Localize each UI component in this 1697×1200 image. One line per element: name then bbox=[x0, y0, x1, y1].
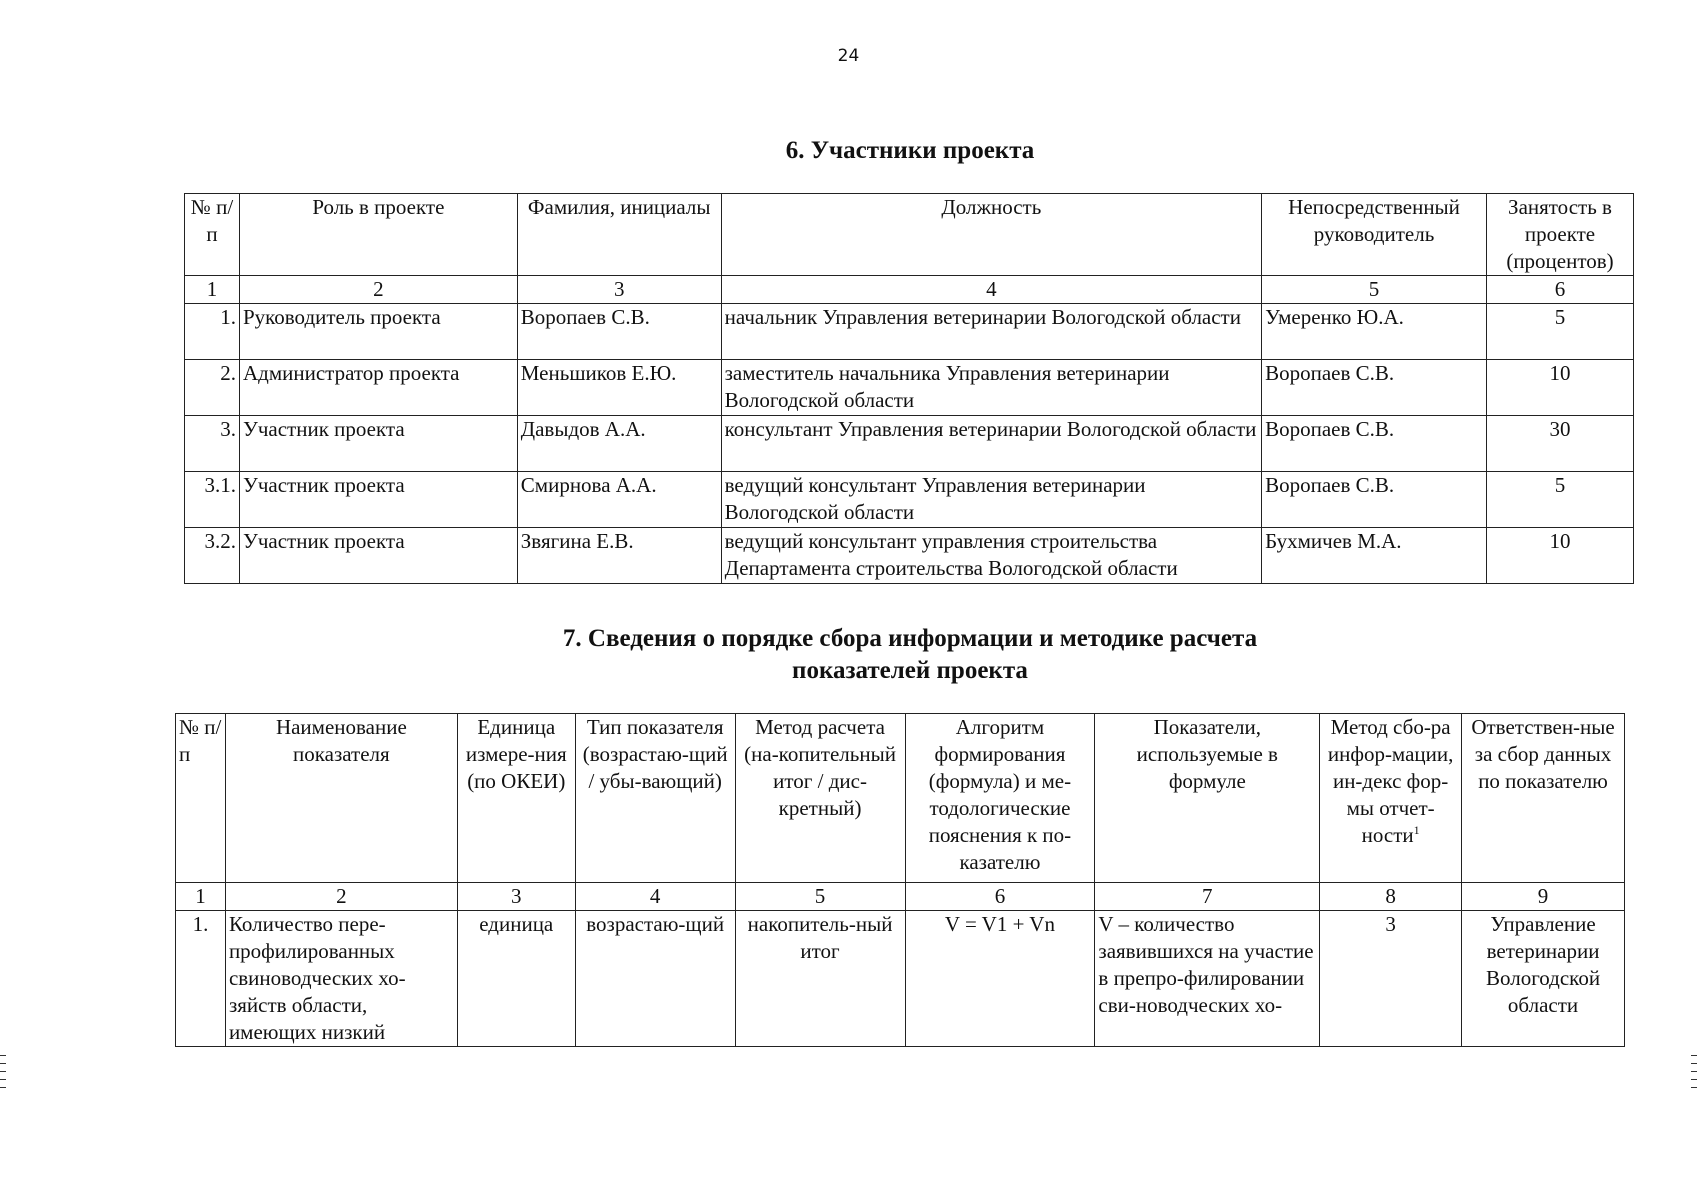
position-cell: ведущий консультант управления строительства Департамента строительства Вологодской области bbox=[721, 528, 1261, 584]
responsible-cell: Управление ветеринарии Вологодской области bbox=[1462, 911, 1625, 1047]
column-number: 3 bbox=[517, 276, 721, 304]
supervisor-cell: Воропаев С.В. bbox=[1262, 416, 1487, 472]
header-cell: Наименование показателя bbox=[225, 714, 457, 883]
workload-cell: 5 bbox=[1487, 304, 1634, 360]
position-cell: заместитель начальника Управления ветеринарии Вологодской области bbox=[721, 360, 1261, 416]
column-number: 1 bbox=[176, 883, 226, 911]
column-number: 4 bbox=[721, 276, 1261, 304]
section-6-title: 6. Участники проекта bbox=[785, 137, 1035, 164]
role-cell: Участник проекта bbox=[239, 528, 517, 584]
table-row bbox=[185, 472, 1634, 528]
formula-cell: V = V1 + Vn bbox=[905, 911, 1095, 1047]
header-cell: № п/ п bbox=[176, 714, 226, 883]
supervisor-cell: Воропаев С.В. bbox=[1262, 472, 1487, 528]
column-number: 8 bbox=[1320, 883, 1462, 911]
workload-cell: 10 bbox=[1487, 528, 1634, 584]
role-cell: Администратор проекта bbox=[239, 360, 517, 416]
indicator-name-cell: Количество пере-профилированных свиноводческих хо-зяйств области, имеющих низкий bbox=[225, 911, 457, 1047]
position-cell: начальник Управления ветеринарии Вологодской области bbox=[721, 304, 1261, 360]
table-row bbox=[185, 528, 1634, 584]
row-number: 2. bbox=[185, 360, 240, 416]
header-cell: Фамилия, инициалы bbox=[517, 194, 721, 276]
supervisor-cell: Бухмичев М.А. bbox=[1262, 528, 1487, 584]
table-row bbox=[185, 416, 1634, 472]
workload-cell: 5 bbox=[1487, 472, 1634, 528]
column-number: 7 bbox=[1095, 883, 1320, 911]
formula-indicators-cell: V – количество заявившихся на участие в препро-филировании сви-новодческих хо- bbox=[1095, 911, 1320, 1047]
workload-cell: 30 bbox=[1487, 416, 1634, 472]
supervisor-cell: Воропаев С.В. bbox=[1262, 360, 1487, 416]
row-number: 3. bbox=[185, 416, 240, 472]
header-cell: Единица измере-ния (по ОКЕИ) bbox=[457, 714, 575, 883]
unit-cell: единица bbox=[457, 911, 575, 1047]
column-number: 1 bbox=[185, 276, 240, 304]
header-cell: Должность bbox=[721, 194, 1261, 276]
header-cell: Непосредственный руководитель bbox=[1262, 194, 1487, 276]
column-number: 4 bbox=[575, 883, 735, 911]
table-row bbox=[185, 360, 1634, 416]
column-number: 9 bbox=[1462, 883, 1625, 911]
collection-method-cell: 3 bbox=[1320, 911, 1462, 1047]
name-cell: Смирнова А.А. bbox=[517, 472, 721, 528]
row-number: 1. bbox=[185, 304, 240, 360]
header-cell: Метод расчета (на-копительный итог / дис-кретный) bbox=[735, 714, 905, 883]
name-cell: Воропаев С.В. bbox=[517, 304, 721, 360]
name-cell: Звягина Е.В. bbox=[517, 528, 721, 584]
section-7-title-line2: показателей проекта bbox=[792, 657, 1028, 684]
position-cell: консультант Управления ветеринарии Вологодской области bbox=[721, 416, 1261, 472]
workload-cell: 10 bbox=[1487, 360, 1634, 416]
section-7-title-line1: 7. Сведения о порядке сбора информации и методике расчета bbox=[562, 625, 1258, 652]
header-cell: Алгоритм формирования (формула) и ме-тодологические пояснения к по-казателю bbox=[905, 714, 1095, 883]
header-cell-text: Метод сбо-ра инфор-мации, ин-декс фор-мы отчет-ности bbox=[1327, 715, 1454, 847]
name-cell: Давыдов А.А. bbox=[517, 416, 721, 472]
header-cell bbox=[1320, 714, 1462, 883]
column-number: 6 bbox=[1487, 276, 1634, 304]
table-row bbox=[185, 304, 1634, 360]
right-edge-marks bbox=[1691, 1055, 1697, 1095]
row-number: 3.1. bbox=[185, 472, 240, 528]
supervisor-cell: Умеренко Ю.А. bbox=[1262, 304, 1487, 360]
role-cell: Участник проекта bbox=[239, 472, 517, 528]
table-header-row bbox=[176, 714, 1625, 883]
left-edge-marks bbox=[0, 1055, 6, 1095]
indicators-table bbox=[175, 713, 1625, 1047]
table-row bbox=[176, 911, 1625, 1047]
role-cell: Руководитель проекта bbox=[239, 304, 517, 360]
name-cell: Меньшиков Е.Ю. bbox=[517, 360, 721, 416]
header-cell: Роль в проекте bbox=[239, 194, 517, 276]
column-number-row bbox=[176, 883, 1625, 911]
header-cell: Ответствен-ные за сбор данных по показателю bbox=[1462, 714, 1625, 883]
table-header-row bbox=[185, 194, 1634, 276]
indicator-type-cell: возрастаю-щий bbox=[575, 911, 735, 1047]
row-number: 1. bbox=[176, 911, 226, 1047]
calculation-method-cell: накопитель-ный итог bbox=[735, 911, 905, 1047]
column-number: 6 bbox=[905, 883, 1095, 911]
column-number: 2 bbox=[239, 276, 517, 304]
column-number: 2 bbox=[225, 883, 457, 911]
role-cell: Участник проекта bbox=[239, 416, 517, 472]
header-cell: Тип показателя (возрастаю-щий / убы-вающий) bbox=[575, 714, 735, 883]
column-number: 5 bbox=[735, 883, 905, 911]
header-cell: Занятость в проекте (процентов) bbox=[1487, 194, 1634, 276]
header-cell: Показатели, используемые в формуле bbox=[1095, 714, 1320, 883]
column-number: 3 bbox=[457, 883, 575, 911]
column-number: 5 bbox=[1262, 276, 1487, 304]
row-number: 3.2. bbox=[185, 528, 240, 584]
column-number-row bbox=[185, 276, 1634, 304]
header-cell: № п/п bbox=[185, 194, 240, 276]
footnote-marker: 1 bbox=[1413, 823, 1420, 837]
page-number: 24 bbox=[837, 46, 860, 66]
position-cell: ведущий консультант Управления ветеринарии Вологодской области bbox=[721, 472, 1261, 528]
participants-table bbox=[184, 193, 1634, 584]
